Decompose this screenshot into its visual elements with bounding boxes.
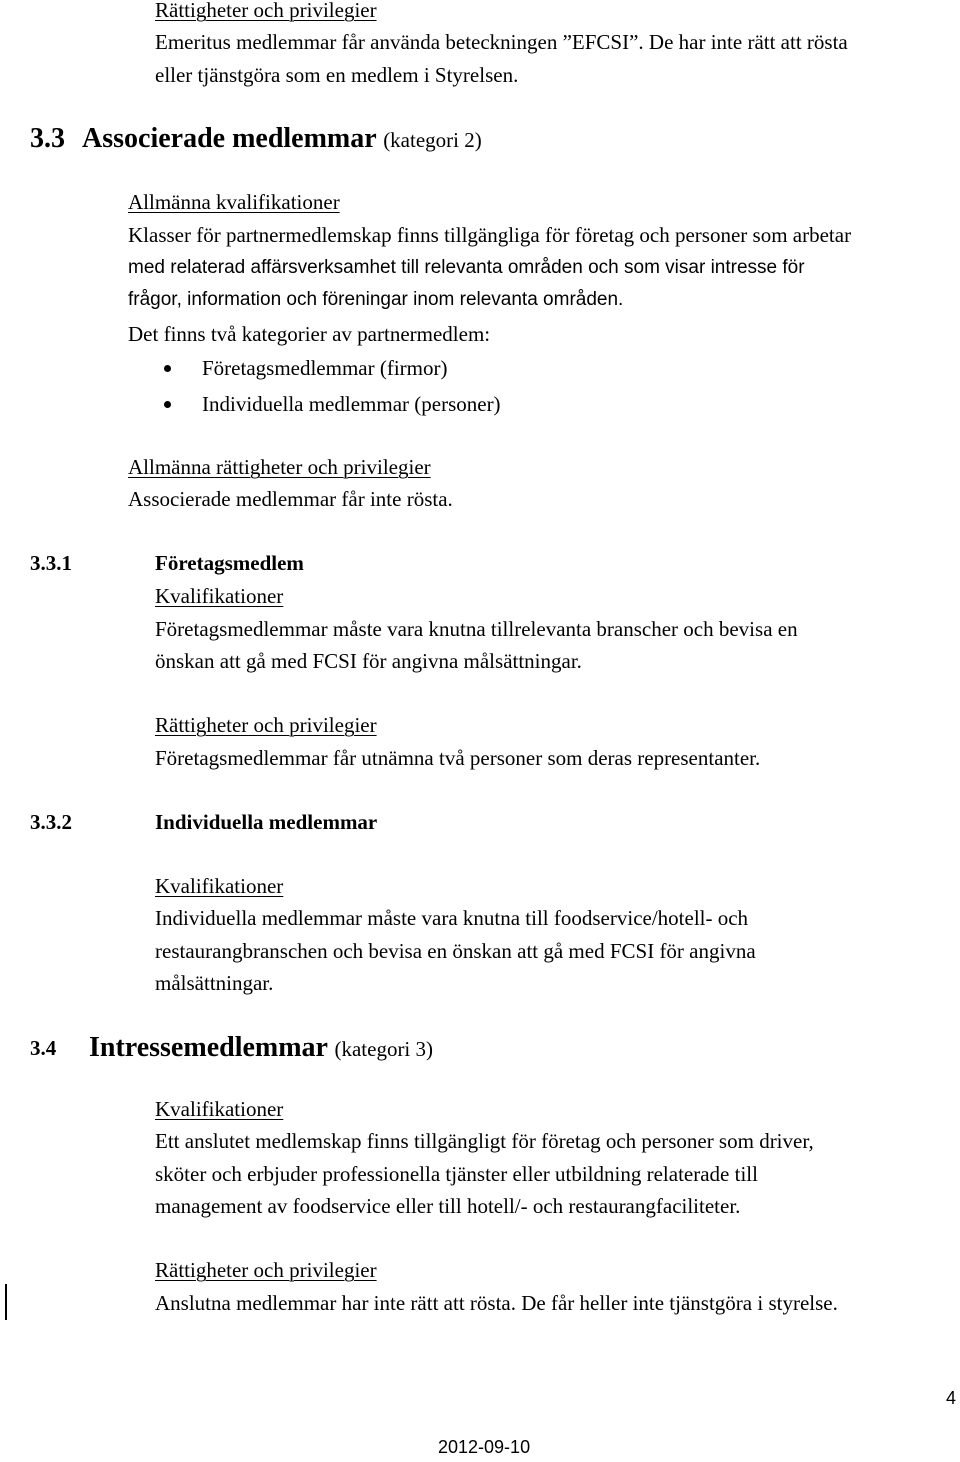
section-category: (kategori 2) xyxy=(383,128,482,152)
change-bar xyxy=(5,1284,7,1320)
body-text-line: sköter och erbjuder professionella tjänster eller utbildning relaterade till xyxy=(155,1162,758,1186)
qualifications-heading: Allmänna kvalifikationer xyxy=(128,190,340,214)
section-category: (kategori 3) xyxy=(334,1037,434,1061)
footer-date: 2012-09-10 xyxy=(438,1437,531,1457)
body-text-line: Företagsmedlemmar får utnämna två personer som deras representanter. xyxy=(155,746,761,770)
body-text-line: eller tjänstgöra som en medlem i Styrelsen. xyxy=(155,63,519,87)
section-number: 3.3 xyxy=(30,123,65,154)
body-text-line: önskan att gå med FCSI för angivna målsättningar. xyxy=(155,649,582,673)
section-title-text: Intressemedlemmar xyxy=(89,1032,328,1063)
qualifications-heading: Kvalifikationer xyxy=(155,874,284,898)
qualifications-heading: Kvalifikationer xyxy=(155,584,284,608)
body-text-line: frågor, information och föreningar inom relevanta områden. xyxy=(128,289,624,310)
section-number: 3.3.2 xyxy=(30,810,72,834)
list-item: Företagsmedlemmar (firmor) xyxy=(202,356,448,380)
body-text-line: Klasser för partnermedlemskap finns tillgängliga för företag och personer som arbetar xyxy=(128,223,852,247)
body-text-line: management av foodservice eller till hotell/- och restaurangfaciliteter. xyxy=(155,1194,741,1218)
section-title xyxy=(89,1034,433,1062)
body-text-line: Anslutna medlemmar har inte rätt att rösta. De får heller inte tjänstgöra i styrelse. xyxy=(155,1291,838,1315)
rights-heading: Rättigheter och privilegier xyxy=(155,0,377,22)
qualifications-heading: Kvalifikationer xyxy=(155,1097,284,1121)
rights-heading: Rättigheter och privilegier xyxy=(155,713,377,737)
body-text-line: Det finns två kategorier av partnermedlem: xyxy=(128,322,491,346)
bullet-icon xyxy=(164,401,171,408)
body-text-line: Ett anslutet medlemskap finns tillgängligt för företag och personer som driver, xyxy=(155,1129,814,1153)
body-text-line: Företagsmedlemmar måste vara knutna tillrelevanta branscher och bevisa en xyxy=(155,617,798,641)
body-text-line: Emeritus medlemmar får använda beteckningen ”EFCSI”. De har inte rätt att rösta xyxy=(155,30,848,54)
body-text-line: Individuella medlemmar måste vara knutna till foodservice/hotell- och xyxy=(155,906,749,930)
section-title: Företagsmedlem xyxy=(155,551,304,575)
body-text-line: Associerade medlemmar får inte rösta. xyxy=(128,487,453,511)
rights-heading: Allmänna rättigheter och privilegier xyxy=(128,455,431,479)
section-title: Individuella medlemmar xyxy=(155,810,378,834)
list-item: Individuella medlemmar (personer) xyxy=(202,392,501,416)
body-text-line: restaurangbranschen och bevisa en önskan att gå med FCSI för angivna xyxy=(155,939,756,963)
section-number: 3.3.1 xyxy=(30,551,72,575)
section-number: 3.4 xyxy=(30,1036,57,1060)
page-number: 4 xyxy=(946,1388,957,1408)
body-text-line: målsättningar. xyxy=(155,971,274,995)
body-text-line: med relaterad affärsverksamhet till relevanta områden och som visar intresse för xyxy=(128,257,805,278)
rights-heading: Rättigheter och privilegier xyxy=(155,1258,377,1282)
section-title xyxy=(82,125,482,153)
bullet-icon xyxy=(164,365,171,372)
section-title-text: Associerade medlemmar xyxy=(82,123,377,154)
